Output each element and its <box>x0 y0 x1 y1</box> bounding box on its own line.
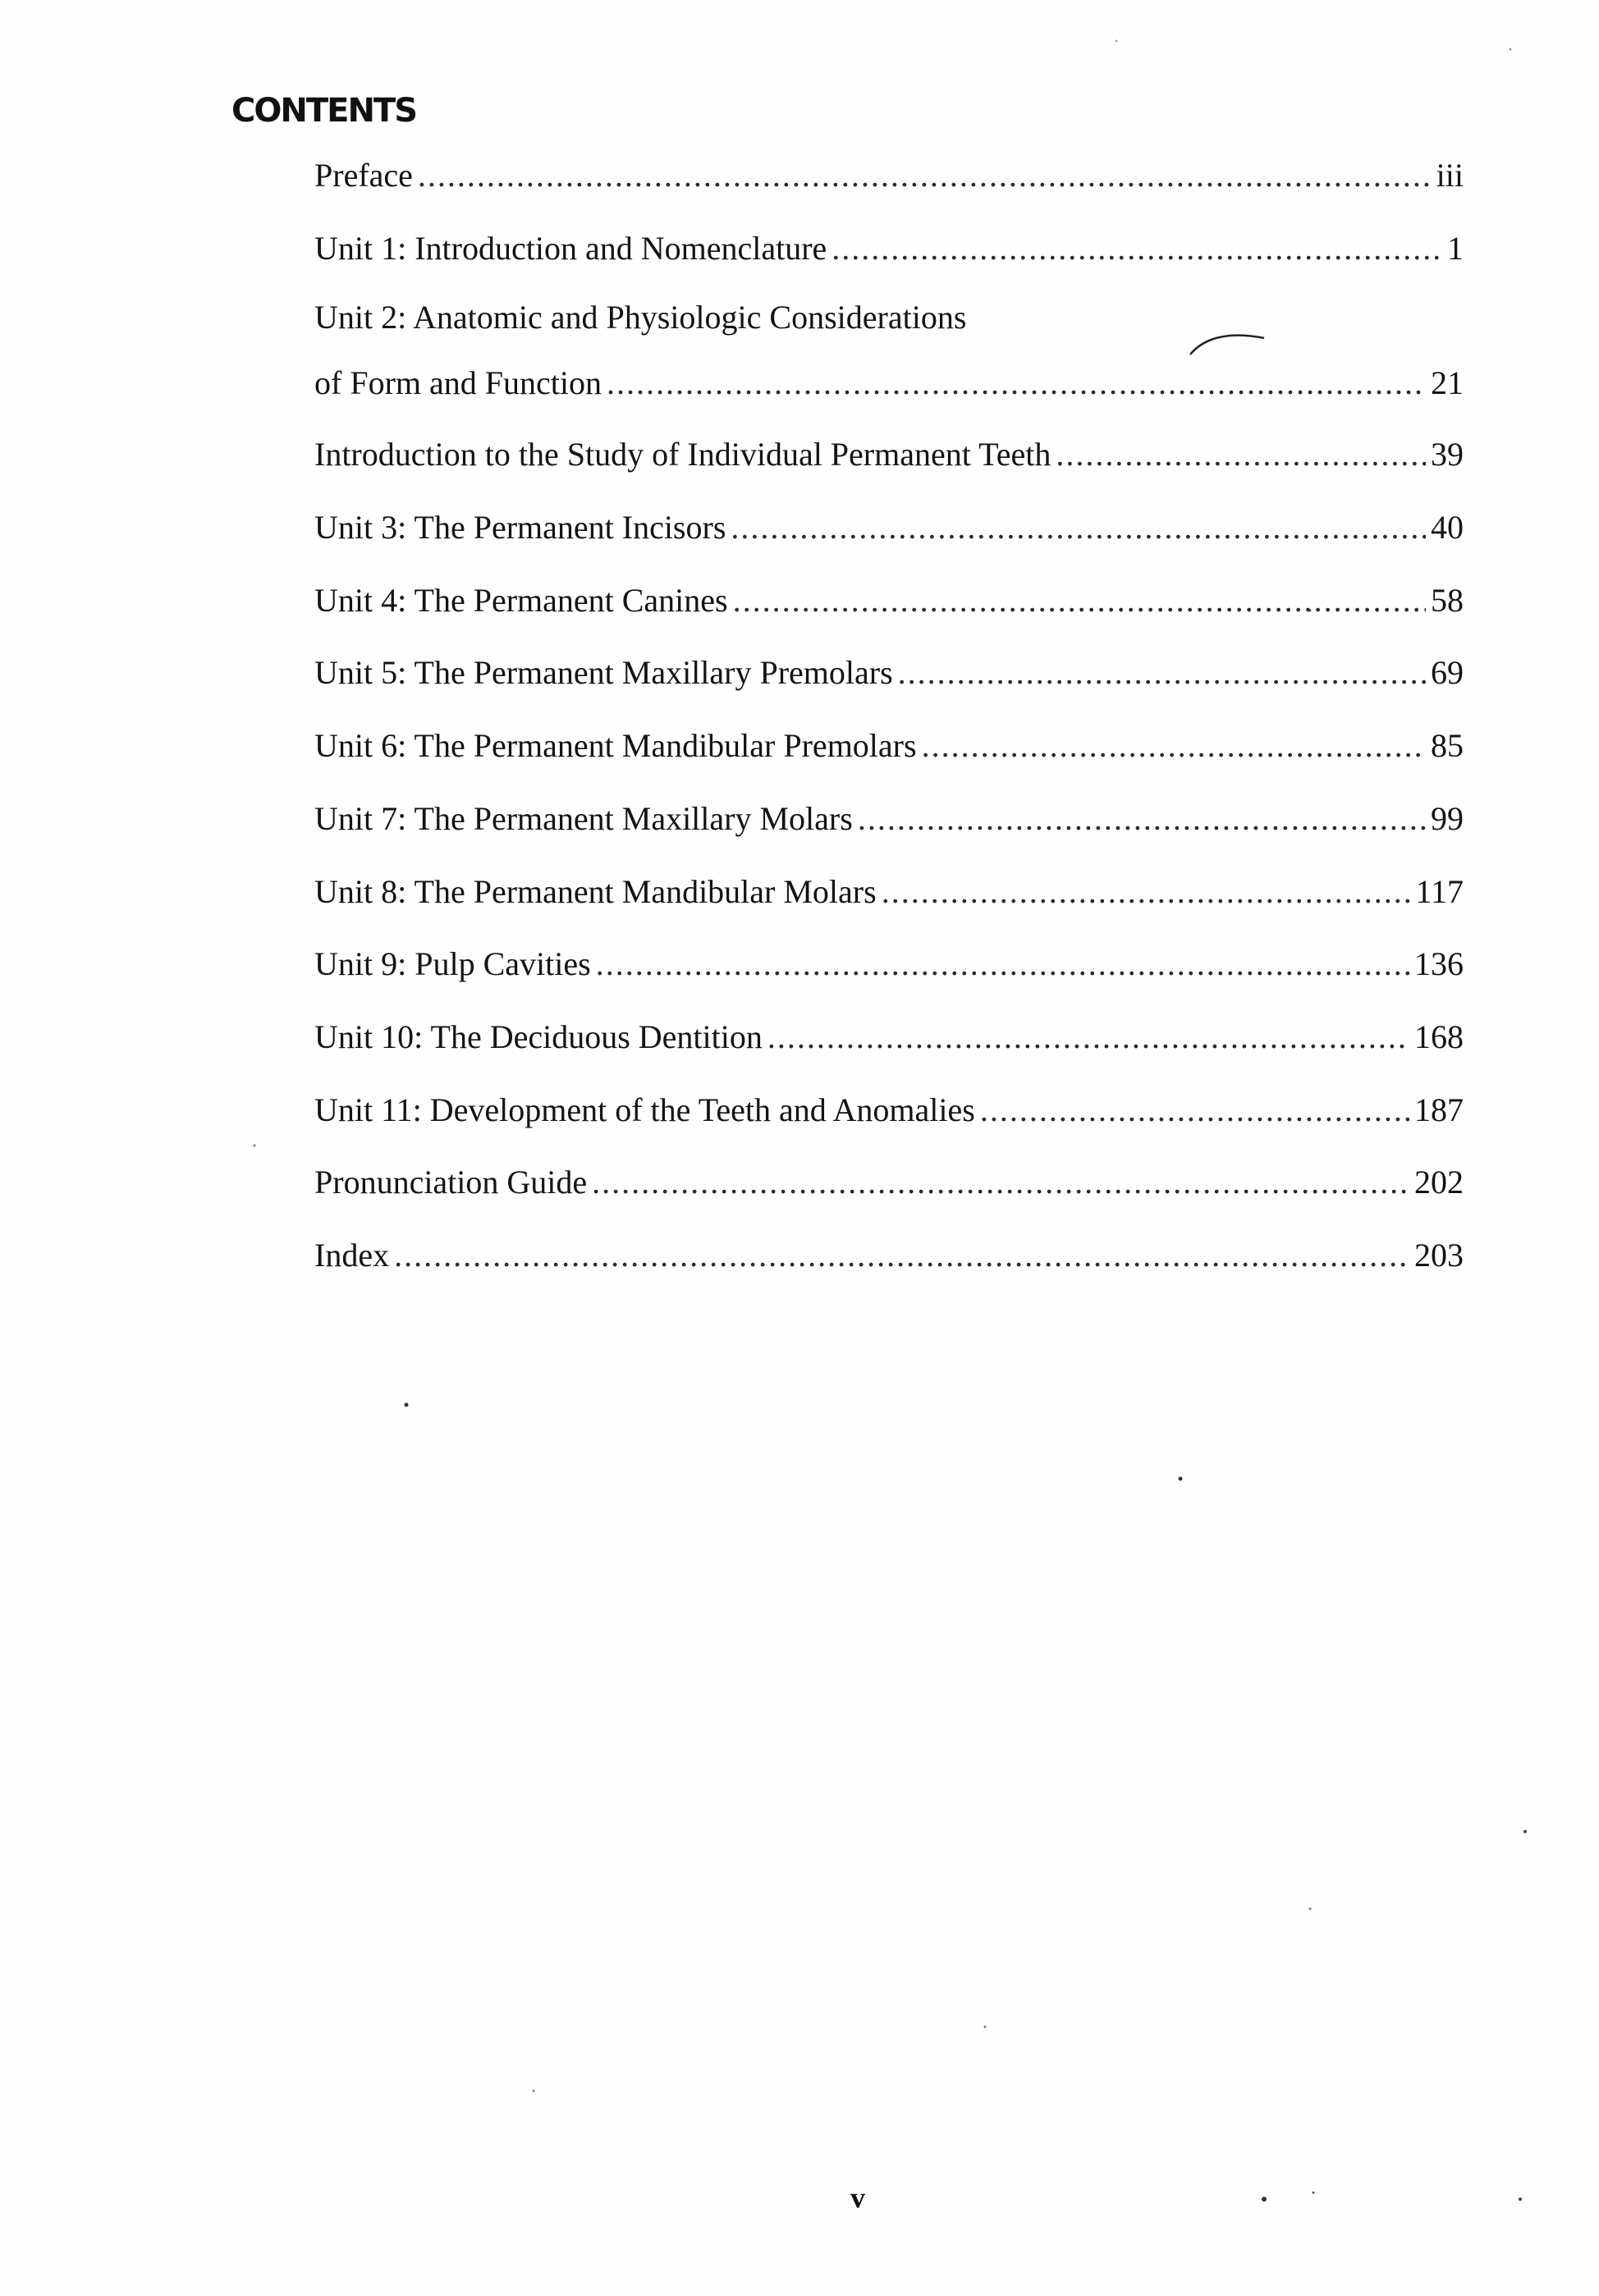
toc-entry[interactable] <box>314 1163 1464 1236</box>
toc-entry-title: Unit 3: The Permanent Incisors <box>314 509 726 547</box>
toc-entry-page: 39 <box>1431 436 1464 473</box>
speck <box>1510 48 1512 51</box>
dot-leader <box>882 872 1411 911</box>
toc-entry-title: Unit 7: The Permanent Maxillary Molars <box>314 799 853 837</box>
dot-leader <box>731 508 1426 547</box>
dot-leader <box>1056 435 1426 473</box>
toc-entry-title: Unit 11: Development of the Teeth and Anomalies <box>314 1091 975 1128</box>
speck <box>1309 1908 1312 1910</box>
toc-entry[interactable] <box>314 799 1464 872</box>
toc-entry[interactable] <box>314 1236 1464 1309</box>
dot-leader <box>733 581 1426 620</box>
page-number: v <box>850 2181 865 2214</box>
dot-leader <box>767 1018 1409 1056</box>
toc-entry[interactable] <box>314 435 1464 508</box>
toc-entry-page: 1 <box>1447 229 1464 267</box>
toc-entry-page: 85 <box>1431 727 1464 765</box>
toc-entry[interactable] <box>314 229 1464 302</box>
speck <box>254 1145 256 1147</box>
dot-leader <box>922 726 1426 765</box>
toc-entry-page: 58 <box>1431 581 1464 619</box>
speck <box>1262 2197 1267 2202</box>
speck <box>405 1403 409 1407</box>
speck <box>533 2090 535 2092</box>
toc-entry-title: Unit 4: The Permanent Canines <box>314 581 728 619</box>
table-of-contents <box>314 156 1464 1309</box>
toc-entry-title-line2: of Form and Function <box>314 364 602 402</box>
toc-entry-title: Unit 5: The Permanent Maxillary Premolars <box>314 654 893 692</box>
toc-entry[interactable] <box>314 944 1464 1018</box>
toc-entry-title: Unit 10: The Deciduous Dentition <box>314 1018 763 1055</box>
speck <box>1179 1477 1183 1481</box>
toc-entry[interactable] <box>314 156 1464 229</box>
toc-entry-page: 187 <box>1414 1091 1464 1128</box>
toc-entry-page: iii <box>1436 157 1464 194</box>
dot-leader <box>858 799 1426 838</box>
toc-entry[interactable] <box>314 301 1464 435</box>
toc-entry[interactable] <box>314 872 1464 945</box>
speck <box>1116 40 1118 43</box>
toc-entry-title: Introduction to the Study of Individual Permanent Teeth <box>314 436 1051 473</box>
toc-entry[interactable] <box>314 1018 1464 1091</box>
toc-entry-title: Pronunciation Guide <box>314 1164 588 1201</box>
speck <box>984 2026 987 2028</box>
speck <box>1523 1830 1527 1833</box>
toc-entry[interactable] <box>314 581 1464 654</box>
toc-entry-title: Unit 6: The Permanent Mandibular Premolars <box>314 727 917 765</box>
toc-entry[interactable] <box>314 1091 1464 1164</box>
dot-leader <box>832 229 1442 268</box>
toc-entry-title-line1: Unit 2: Anatomic and Physiologic Considerations <box>314 299 967 336</box>
toc-entry-page: 99 <box>1431 799 1464 837</box>
toc-entry-page: 40 <box>1431 509 1464 547</box>
toc-entry-title: Index <box>314 1236 390 1274</box>
toc-entry-title: Unit 1: Introduction and Nomenclature <box>314 229 827 267</box>
speck <box>1519 2198 1522 2201</box>
speck <box>1313 2192 1315 2194</box>
dot-leader <box>418 156 1432 194</box>
dot-leader <box>898 653 1426 692</box>
toc-entry[interactable] <box>314 726 1464 799</box>
toc-entry-page: 168 <box>1414 1018 1464 1055</box>
toc-entry-page: 117 <box>1415 872 1464 910</box>
toc-entry-page: 202 <box>1414 1164 1464 1201</box>
toc-entry-page: 136 <box>1414 945 1464 983</box>
contents-heading: CONTENTS <box>231 92 417 130</box>
toc-entry[interactable] <box>314 653 1464 726</box>
toc-entry[interactable] <box>314 508 1464 581</box>
toc-entry-title: Unit 9: Pulp Cavities <box>314 945 591 983</box>
dot-leader <box>592 1163 1409 1201</box>
dot-leader <box>607 364 1426 402</box>
dot-leader <box>980 1091 1409 1129</box>
toc-entry-page: 21 <box>1431 364 1464 402</box>
toc-entry-page: 69 <box>1431 654 1464 692</box>
toc-entry-title: Preface <box>314 157 413 194</box>
dot-leader <box>394 1236 1409 1274</box>
toc-entry-page: 203 <box>1414 1236 1464 1274</box>
toc-entry-title: Unit 8: The Permanent Mandibular Molars <box>314 872 877 910</box>
dot-leader <box>596 944 1409 983</box>
